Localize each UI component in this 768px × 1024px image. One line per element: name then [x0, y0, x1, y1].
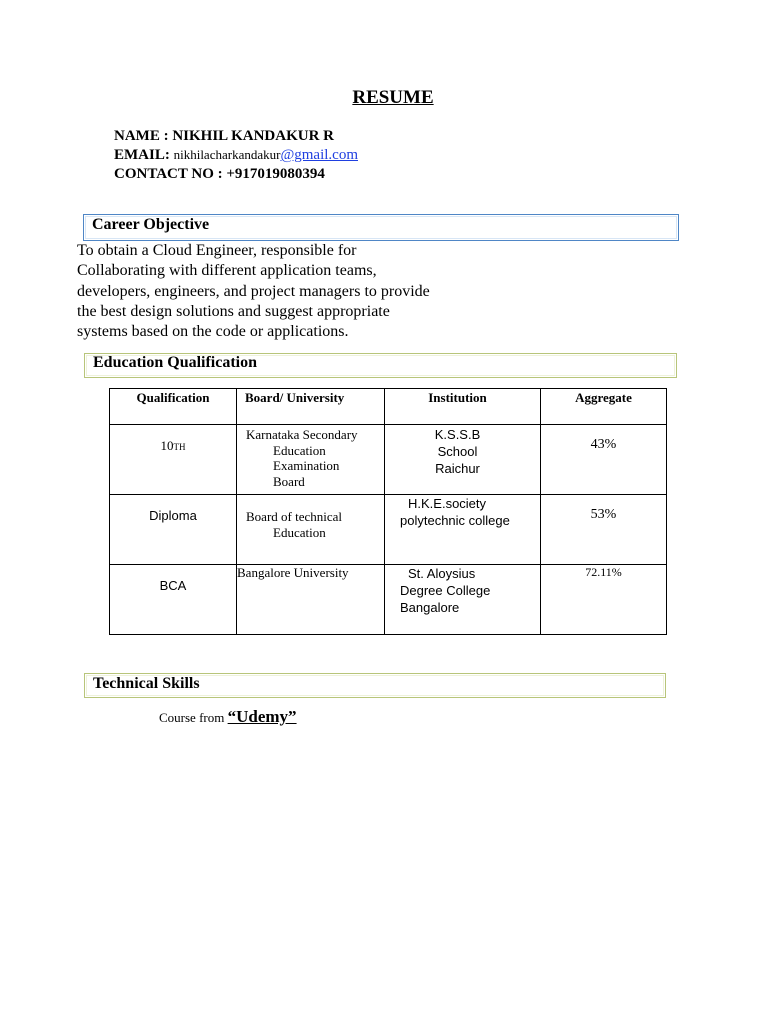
board-line: Education: [273, 442, 326, 458]
institution-line: polytechnic college: [400, 513, 510, 528]
institution-line: H.K.E.society: [408, 496, 487, 511]
email-user: nikhilacharkandakur: [173, 147, 281, 162]
institution-cell: [385, 565, 541, 635]
board-line: Board of technical: [246, 509, 343, 524]
education-box: [84, 353, 677, 378]
email-line: [114, 147, 358, 164]
qualification-suffix: TH: [173, 442, 186, 452]
technical-skills-box: [84, 673, 666, 698]
aggregate-cell: [541, 495, 667, 565]
career-objective-heading: Career Objective: [92, 216, 210, 233]
board-line: Bangalore University: [237, 565, 349, 580]
institution-cell: [385, 425, 541, 495]
column-header-institution: Institution: [385, 389, 541, 425]
career-objective-text: [77, 241, 497, 342]
technical-skills-heading: Technical Skills: [93, 675, 200, 692]
objective-line: the best design solutions and suggest appropriate: [77, 302, 390, 320]
education-table: [109, 388, 667, 635]
column-header-qualification: Qualification: [110, 389, 237, 425]
email-label: EMAIL:: [114, 147, 170, 163]
table-row: [110, 495, 667, 565]
qualification-value: Diploma: [149, 508, 197, 523]
objective-line: To obtain a Cloud Engineer, responsible for: [77, 242, 357, 259]
institution-line: School: [437, 444, 478, 459]
email-link[interactable]: @gmail.com: [280, 147, 358, 163]
board-line: Education: [273, 524, 326, 540]
institution-line: Raichur: [435, 461, 480, 476]
table-header-row: [110, 389, 667, 425]
institution-line: Degree College: [400, 583, 491, 598]
institution-line: St. Aloysius: [408, 566, 476, 581]
aggregate-value: 43%: [590, 437, 617, 452]
board-cell: [237, 495, 385, 565]
column-header-aggregate: Aggregate: [541, 389, 667, 425]
qualification-value: 10: [160, 438, 174, 453]
qualification-cell: [110, 425, 237, 495]
objective-line: systems based on the code or applications.: [77, 323, 349, 341]
institution-line: Bangalore: [400, 600, 460, 615]
contact-line: CONTACT NO : +917019080394: [114, 166, 325, 182]
course-prefix: Course from: [159, 710, 225, 725]
education-heading: Education Qualification: [93, 354, 258, 371]
aggregate-cell: [541, 565, 667, 635]
board-line: Karnataka Secondary: [246, 427, 358, 442]
objective-line: developers, engineers, and project managers to provide: [77, 282, 430, 300]
aggregate-cell: [541, 425, 667, 495]
resume-title: RESUME: [352, 87, 434, 108]
table-row: [110, 565, 667, 635]
column-header-board: Board/ University: [237, 389, 385, 425]
course-line: [159, 707, 297, 727]
course-name: “Udemy”: [227, 707, 297, 726]
aggregate-value: 53%: [590, 507, 617, 522]
qualification-cell: [110, 565, 237, 635]
career-objective-box: [83, 214, 679, 241]
institution-line: K.S.S.B: [434, 427, 481, 442]
board-cell: [237, 565, 385, 635]
name-line: NAME : NIKHIL KANDAKUR R: [114, 128, 335, 144]
qualification-cell: [110, 495, 237, 565]
board-line: Board: [273, 473, 305, 489]
board-cell: [237, 425, 385, 495]
qualification-value: BCA: [159, 578, 187, 593]
board-line: Examination: [273, 458, 340, 473]
table-row: [110, 425, 667, 495]
aggregate-value: 72.11%: [585, 565, 622, 579]
institution-cell: [385, 495, 541, 565]
objective-line: Collaborating with different application teams,: [77, 262, 377, 280]
